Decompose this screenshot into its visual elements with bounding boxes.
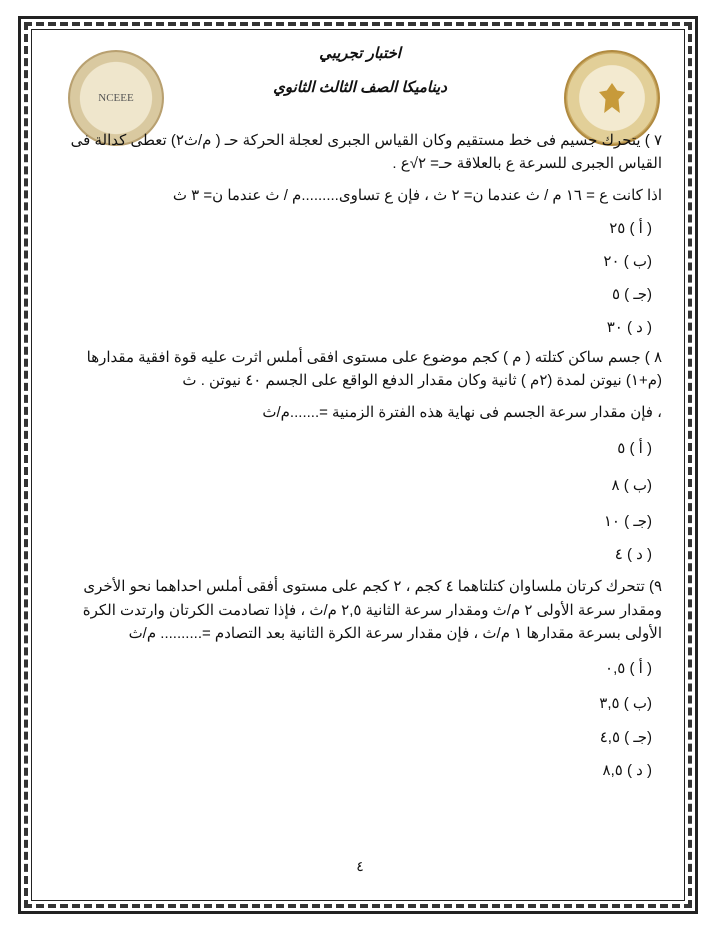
exam-title: اختبار تجريبي [319,45,401,62]
page-number: ٤ [356,858,364,874]
question-9-line-3: الأولى بسرعة مقدارها ١ م/ث ، فإن مقدار سرعة الكرة الثانية بعد التصادم =.......... م/ث [128,625,662,642]
question-7-line-1: ٧ ) يتحرك جسيم فى خط مستقيم وكان القياس الجبرى لعجلة الحركة حـ ( م/ث٢) تعطى كدالة فى [70,132,662,149]
exam-subtitle: ديناميكا الصف الثالث الثانوي [273,79,447,96]
question-9-option-a[interactable]: ( أ ) ٠,٥ [605,660,652,677]
question-9-option-b[interactable]: (ب ) ٣,٥ [599,695,652,712]
question-8-option-c[interactable]: (جـ ) ١٠ [603,513,652,530]
question-8-option-d[interactable]: ( د ) ٤ [614,546,652,563]
question-7-option-d[interactable]: ( د ) ٣٠ [606,319,652,336]
question-9-option-d[interactable]: ( د ) ٨,٥ [602,762,652,779]
question-7-option-b[interactable]: (ب ) ٢٠ [603,253,652,270]
question-9-line-2: ومقدار سرعة الأولى ٢ م/ث ومقدار سرعة الثانية ٢,٥ م/ث ، فإذا تصادمت الكرتان وارتدت الكرة [82,602,662,619]
nceee-logo: NCEEE [68,50,164,146]
question-9-line-1: ٩) تتحرك كرتان ملساوان كتلتاهما ٤ كجم ، ٢ كجم على مستوى أفقى أملس احداهما نحو الأخرى [83,578,662,595]
question-7-line-3: اذا كانت ع = ١٦ م / ث عندما ن= ٢ ث ، فإن ع تساوى.........م / ث عندما ن= ٣ ث [172,187,662,204]
question-7-line-2: القياس الجبرى للسرعة ع بالعلاقة حـ= ٢√ع . [392,155,662,172]
question-9-option-c[interactable]: (جـ ) ٤,٥ [599,729,652,746]
question-7-option-a[interactable]: ( أ ) ٢٥ [609,220,652,237]
question-8-line-3: ، فإن مقدار سرعة الجسم فى نهاية هذه الفترة الزمنية =.......م/ث [262,404,662,421]
question-8-option-a[interactable]: ( أ ) ٥ [617,440,652,457]
question-8-line-2: (م+١) نيوتن لمدة (٢م ) ثانية وكان مقدار الدفع الواقع على الجسم ٤٠ نيوتن . ث [182,372,662,389]
question-7-option-c[interactable]: (جـ ) ٥ [611,286,652,303]
question-8-line-1: ٨ ) جسم ساكن كتلته ( م ) كجم موضوع على مستوى افقى أملس اثرت عليه قوة افقية مقدارها [86,349,662,366]
question-8-option-b[interactable]: (ب ) ٨ [611,477,652,494]
